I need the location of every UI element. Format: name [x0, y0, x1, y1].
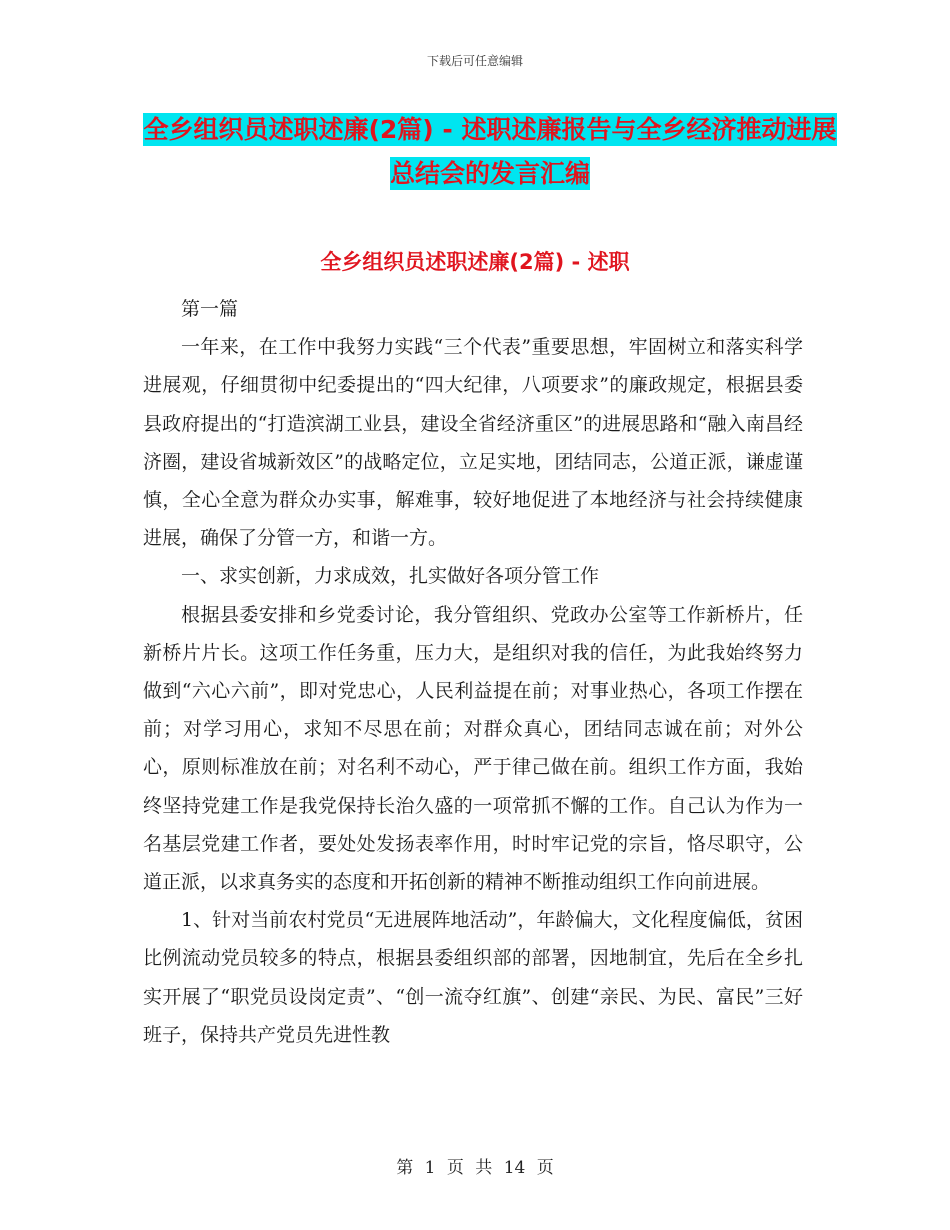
header-note: 下载后可任意编辑 [426, 54, 523, 68]
paragraph-intro: 一年来，在工作中我努力实践“三个代表”重要思想，牢固树立和落实科学进展观，仔细贯彻中纪委提出的“四大纪律，八项要求”的廉政规定，根据县委县政府提出的“打造滨湖工业县，建设全省经济重区”的进展思路和“融入南昌经济圈，建设省城新效区”的战略定位，立足实地，团结同志，公道正派，谦虚谨慎，全心全意为群众办实事，解难事，较好地促进了本地经济与社会持续健康进展，确保了分管一方，和谐一方。 [143, 336, 803, 550]
document-main-title [140, 108, 840, 196]
document-sub-title: 全乡组织员述职述廉(2篇) - 述职 [320, 250, 630, 274]
page-number-footer: 第 1 页 共 14 页 [396, 1158, 554, 1178]
paragraph-heading-1: 一、求实创新，力求成效，扎实做好各项分管工作 [181, 565, 600, 588]
paragraph-item-1: 1、针对当前农村党员“无进展阵地活动”，年龄偏大，文化程度偏低，贫困比例流动党员较多的特点，根据县委组织部的部署，因地制宜，先后在全乡扎实开展了“职党员设岗定责”、“创一流夺红旗”、创建“亲民、为民、富民”三好班子，保持共产党员先进性教 [143, 909, 803, 1046]
paragraph-body: 根据县委安排和乡党委讨论，我分管组织、党政办公室等工作新桥片，任新桥片片长。这项工作任务重，压力大，是组织对我的信任，为此我始终努力做到“六心六前”，即对党忠心，人民利益提在前；对事业热心，各项工作摆在前；对学习用心，求知不尽思在前；对群众真心，团结同志诚在前；对外公心，原则标准放在前；对名利不动心，严于律己做在前。组织工作方面，我始终坚持党建工作是我党保持长治久盛的一项常抓不懈的工作。自己认为作为一名基层党建工作者，要处处发扬表率作用，时时牢记党的宗旨，恪尽职守，公道正派，以求真务实的态度和开拓创新的精神不断推动组织工作向前进展。 [143, 603, 803, 894]
document-body [143, 290, 803, 1054]
paragraph-section-label: 第一篇 [181, 298, 239, 320]
main-title-highlight: 全乡组织员述职述廉(2篇) - 述职述廉报告与全乡经济推动进展总结会的发言汇编 [143, 115, 837, 188]
